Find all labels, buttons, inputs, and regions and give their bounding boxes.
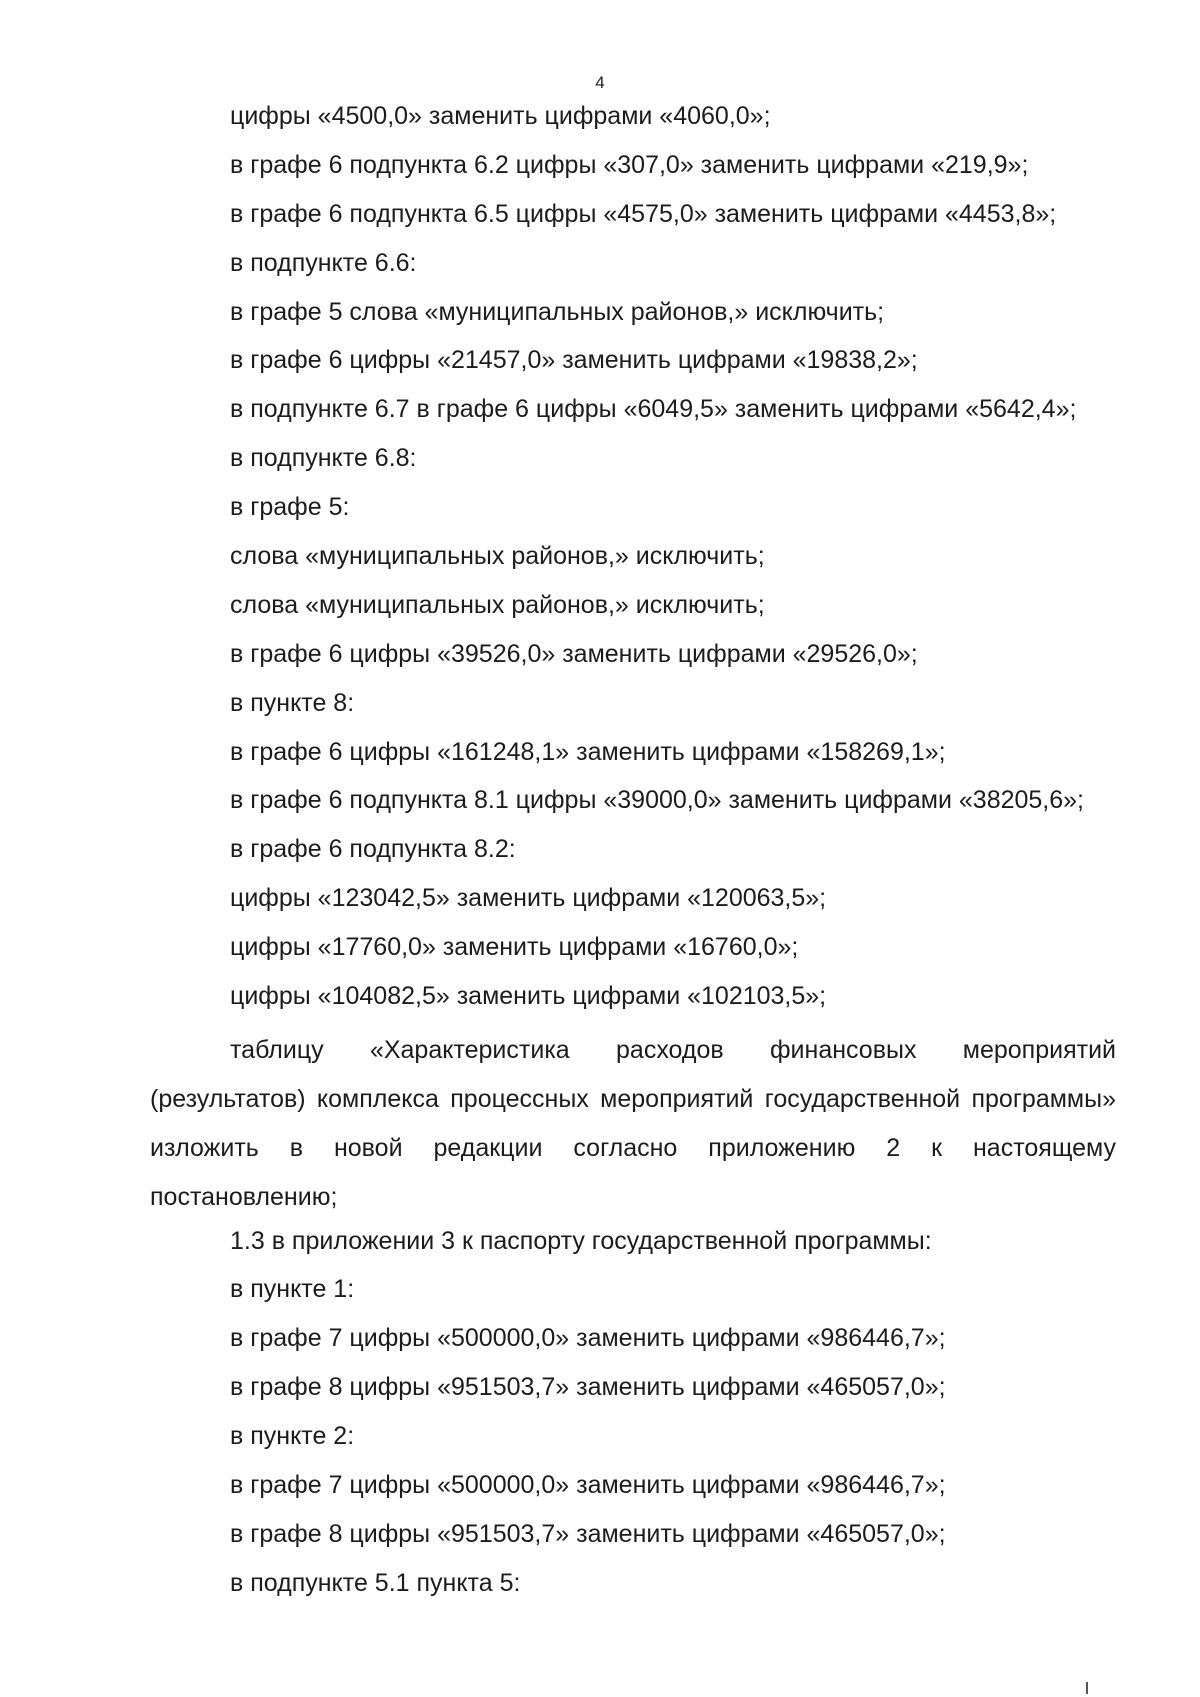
text-line: в графе 6 подпункта 6.5 цифры «4575,0» заменить цифрами «4453,8»; <box>230 199 1057 228</box>
scan-edge-mark <box>1086 1682 1088 1694</box>
text-line: слова «муниципальных районов,» исключить; <box>230 590 765 619</box>
text-line: в графе 6 подпункта 8.2: <box>230 835 516 864</box>
text-line: в графе 5 слова «муниципальных районов,» исключить; <box>230 297 885 326</box>
text-line: в пункте 2: <box>230 1422 355 1451</box>
text-line: в графе 6 цифры «21457,0» заменить цифрами «19838,2»; <box>230 346 918 375</box>
text-line: цифры «4500,0» заменить цифрами «4060,0»; <box>230 102 771 130</box>
text-line: в графе 7 цифры «500000,0» заменить цифрами «986446,7»; <box>230 1324 946 1353</box>
table-edit-paragraph: таблицу «Характеристика расходов финансовых мероприятий (результатов) комплекса процессных мероприятий государственной программы» изложить в новой редакции согласно приложению 2 к настоящему постановлению; <box>150 1035 1116 1211</box>
text-line: в подпункте 6.7 в графе 6 цифры «6049,5» заменить цифрами «5642,4»; <box>230 395 1077 424</box>
text-line: в подпункте 6.6: <box>230 248 417 277</box>
text-line: цифры «104082,5» заменить цифрами «102103,5»; <box>230 982 827 1011</box>
text-line: слова «муниципальных районов,» исключить; <box>230 542 765 571</box>
text-line: в графе 6 подпункта 8.1 цифры «39000,0» заменить цифрами «38205,6»; <box>230 786 1085 815</box>
text-line: цифры «123042,5» заменить цифрами «120063,5»; <box>230 884 827 913</box>
text-line: в графе 6 цифры «39526,0» заменить цифрами «29526,0»; <box>230 639 918 668</box>
page-number: 4 <box>595 73 605 92</box>
text-line: цифры «17760,0» заменить цифрами «16760,0»; <box>230 933 799 962</box>
text-line: в графе 8 цифры «951503,7» заменить цифрами «465057,0»; <box>230 1373 946 1402</box>
text-line: в графе 8 цифры «951503,7» заменить цифрами «465057,0»; <box>230 1519 946 1548</box>
document-body <box>150 97 1116 1613</box>
text-line: в подпункте 6.8: <box>230 444 417 473</box>
text-line: в пункте 8: <box>230 688 355 717</box>
text-line: в графе 6 подпункта 6.2 цифры «307,0» заменить цифрами «219,9»; <box>230 150 1029 179</box>
text-line: в подпункте 5.1 пункта 5: <box>230 1568 521 1597</box>
text-line: в пункте 1: <box>230 1275 355 1304</box>
text-line: в графе 5: <box>230 493 350 522</box>
text-line: 1.3 в приложении 3 к паспорту государственной программы: <box>230 1226 932 1255</box>
text-line: в графе 7 цифры «500000,0» заменить цифрами «986446,7»; <box>230 1471 946 1499</box>
text-line: в графе 6 цифры «161248,1» заменить цифрами «158269,1»; <box>230 737 946 766</box>
